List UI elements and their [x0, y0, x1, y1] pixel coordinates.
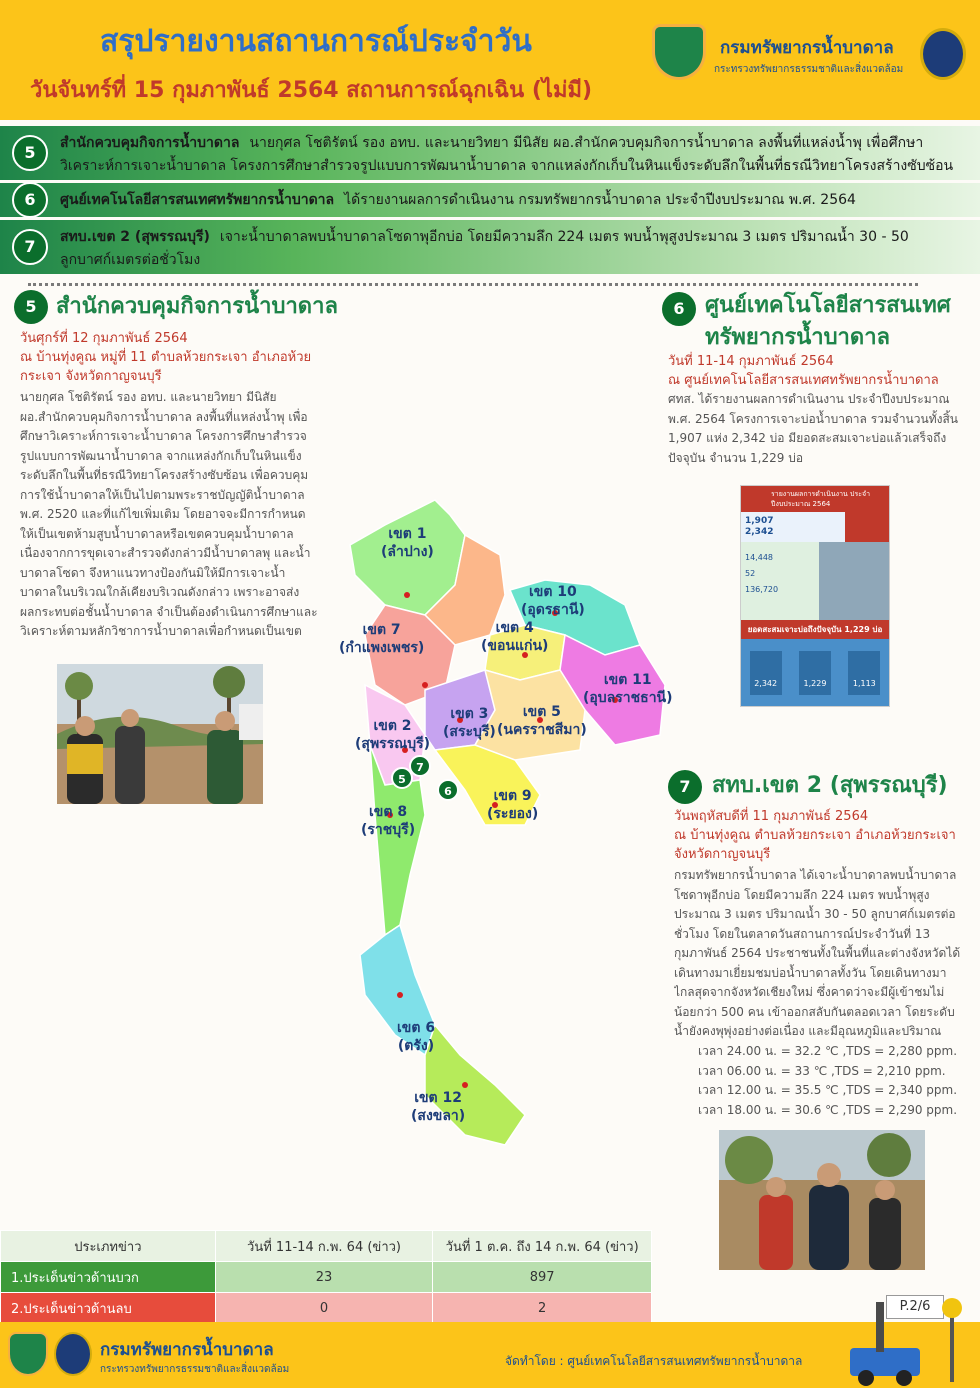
section-7-photo: [719, 1130, 925, 1270]
zone-label-2: เขต 2 (สุพรรณบุรี): [355, 718, 431, 752]
zone-label-11: เขต 11 (อุบลราชธานี): [583, 672, 673, 706]
header-org-name: กรมทรัพยากรน้ำบาดาล: [720, 38, 894, 58]
infographic-title: รายงานผลการดำเนินงาน ประจำปีงบประมาณ 2564: [741, 486, 889, 512]
map-badge-6: 6: [437, 779, 459, 801]
news-stats-table: [0, 1230, 652, 1324]
section-6-location: ณ ศูนย์เทคโนโลยีสารสนเทศทรัพยากรน้ำบาดาล: [668, 373, 939, 388]
section-6-badge: 6: [662, 292, 696, 326]
footer-ministry-emblem-icon: [54, 1332, 92, 1376]
section-6-title-line2: ทรัพยากรน้ำบาดาล: [705, 325, 891, 350]
field-visit-photo: [57, 664, 263, 804]
infographic-value-2: 52: [745, 569, 756, 578]
summary-text: ได้รายงานผลการดำเนินงาน กรมทรัพยากรน้ำบาดาล ประจำปีงบประมาณ พ.ศ. 2564: [344, 192, 856, 208]
infographic-wells: 2,342: [745, 527, 774, 537]
map-badge-5: 5: [391, 767, 413, 789]
zone-label-3: เขต 3 (สระบุรี): [443, 706, 496, 740]
section-7-body: กรมทรัพยากรน้ำบาดาล ได้เจาะน้ำบาดาลพบน้ำบาดาลโซดาพุอีกบ่อ โดยมีความลึก 224 เมตร พบน้ำพุสูงประมาณ 3 เมตร ปริมาณน้ำ 30 - 50 ลูกบาศก์เมตรต่อชั่วโมง โดยในตลาดวันสถานการณ์ประจำวันที่ 13 กุมภาพันธ์ 2564 ประชาชนทั้งในพื้นที่และต่างจังหวัดได้เดินทางมาเยี่ยมชมบ่อน้ำบาดาลทั้งวัน โดยเดินทางมาไกลสุดจากจังหวัดเชียงใหม่ ซึ่งคาดว่าจะมีผู้เข้าชมไม่น้อยกว่า 500 คน เข้าออกสลับกันตลอดเวลา โดยระดับน้ำยังคงพุพุ่งอย่างต่อเนื่อง และมีอุณหภูมิและปริมาณ: [674, 868, 961, 1038]
section-6-date: วันที่ 11-14 กุมภาพันธ์ 2564: [668, 354, 834, 369]
section-5-body: นายกุศล โชติรัตน์ รอง อทบ. และนายวิทยา มีนิสัย ผอ.สำนักควบคุมกิจการน้ำบาดาล ลงพื้นที่แหล่งน้ำพุ เพื่อศึกษาวิเคราะห์การเจาะน้ำบาดาล โครงการศึกษาสำรวจรูปแบบการพัฒนาน้ำบาดาล จากแหล่งกักเก็บในหินแข็งระดับลึกในพื้นที่ธรณีวิทยาโครงสร้างซับซ้อน เพื่อควบคุมการใช้น้ำบาดาลให้เป็นไปตามพระราชบัญญัติน้ำบาดาล พ.ศ. 2520 และที่แก้ไขเพิ่มเติม โดยอาจจะมีการกำหนดให้เป็นเขตห้ามสูบน้ำบาดาลหรือเขตควบคุมน้ำบาดาล เนื่องจากการขุดเจาะสำรวจดังกล่าวมีน้ำบาดาลพุ และน้ำบาดาลโซดา จึงหาแนวทางป้องกันมิให้มีการเจาะน้ำบาดาลในบริเวณใกล้เคียงบริเวณดังกล่าว เพราะอาจส่งผลกระทบต่อชั้นน้ำบาดาล จำเป็นต้องดำเนินการศึกษาและวิเคราะห์ตามหลักวิชาการน้ำบาดาลเพื่อกำหนดเป็นเขต: [20, 390, 318, 638]
summary-number-badge: 6: [12, 182, 48, 218]
summary-title: สทบ.เขต 2 (สุพรรณบุรี): [60, 229, 210, 245]
infographic-projects: 1,907: [745, 516, 774, 526]
infographic-box-2: 1,229: [799, 651, 831, 695]
table-header: ประเภทข่าว: [1, 1231, 216, 1262]
summary-item-7: [0, 220, 980, 274]
map-zone-12: [425, 1025, 525, 1145]
summary-text: นายกุศล โชติรัตน์ รอง อทบ. และนายวิทยา มีนิสัย ผอ.สำนักควบคุมกิจการน้ำบาดาล ลงพื้นที่แหล่งน้ำพุ เพื่อศึกษาวิเคราะห์การเจาะน้ำบาดาล โครงการศึกษาสำรวจรูปแบบการพัฒนาน้ำบาดาล จากแหล่งกักเก็บในหินแข็งระดับลึกในพื้นที่ธรณีวิทยาโครงสร้างซับซ้อน: [60, 135, 954, 174]
zone-label-7: เขต 7 (กำแพงเพชร): [339, 622, 425, 656]
ministry-emblem-icon: [920, 28, 966, 80]
section-6-title-line1: ศูนย์เทคโนโลยีสารสนเทศ: [705, 293, 951, 318]
zone-label-9: เขต 9 (ระยอง): [487, 788, 539, 822]
infographic-total: ยอดสะสมเจาะบ่อถึงปัจจุบัน 1,229 บ่อ: [741, 620, 889, 639]
row-value: 897: [433, 1262, 652, 1293]
row-value: 0: [215, 1293, 433, 1324]
table-header: วันที่ 11-14 ก.พ. 64 (ข่าว): [215, 1231, 433, 1262]
section-5-badge: 5: [14, 290, 48, 324]
infographic-photo: [819, 542, 889, 620]
section-5-date: วันศุกร์ที่ 12 กุมภาพันธ์ 2564: [20, 331, 188, 346]
department-emblem-icon: [652, 24, 706, 80]
section-6-infographic: [740, 485, 890, 707]
zone-label-4: เขต 4 (ขอนแก่น): [481, 620, 549, 654]
reading-item: เวลา 24.00 น. = 32.2 ℃ ,TDS = 2,280 ppm.: [698, 1044, 958, 1058]
reading-item: เวลา 06.00 น. = 33 ℃ ,TDS = 2,210 ppm.: [698, 1063, 946, 1078]
map-marker: [404, 592, 410, 598]
section-5-title: สำนักควบคุมกิจการน้ำบาดาล: [56, 294, 338, 319]
section-5-location: ณ บ้านทุ่งคูณ หมู่ที่ 11 ตำบลห้วยกระเจา อำเภอห้วยกระเจา จังหวัดกาญจนบุรี: [20, 350, 312, 384]
footer-org-name: กรมทรัพยากรน้ำบาดาล: [100, 1340, 274, 1360]
drilling-truck-icon: [846, 1292, 976, 1388]
summary-item-5: [0, 126, 980, 180]
date-status-line: วันจันทร์ที่ 15 กุมภาพันธ์ 2564 สถานการณ์ฉุกเฉิน (ไม่มี): [30, 78, 592, 103]
row-value: 2: [433, 1293, 652, 1324]
row-value: 23: [215, 1262, 433, 1293]
zone-label-6: เขต 6 (ตรัง): [397, 1020, 436, 1054]
header: [0, 0, 980, 120]
row-label: 2.ประเด็นข่าวด้านลบ: [1, 1293, 216, 1324]
zone-label-10: เขต 10 (อุดรธานี): [521, 584, 585, 618]
zone-label-12: เขต 12 (สงขลา): [411, 1090, 466, 1124]
divider: [28, 283, 918, 286]
table-header: วันที่ 1 ต.ค. ถึง 14 ก.พ. 64 (ข่าว): [433, 1231, 652, 1262]
header-ministry-name: กระทรวงทรัพยากรธรรมชาติและสิ่งแวดล้อม: [714, 64, 904, 75]
section-6-body: ศทส. ได้รายงานผลการดำเนินงาน ประจำปีงบประมาณ พ.ศ. 2564 โครงการเจาะบ่อน้ำบาดาล รวมจำนวนทั้งสิ้น 1,907 แห่ง 2,342 บ่อ มียอดสะสมเจาะบ่อแล้วเสร็จถึงปัจจุบัน จำนวน 1,229 บ่อ: [668, 392, 958, 465]
summary-text: เจาะน้ำบาดาลพบน้ำบาดาลโซดาพุอีกบ่อ โดยมีความลึก 224 เมตร พบน้ำพุสูงประมาณ 3 เมตร ปริมาณน้ำ 30 - 50 ลูกบาศก์เมตรต่อชั่วโมง: [60, 229, 909, 268]
section-7-badge: 7: [668, 770, 702, 804]
section-7-title: สทบ.เขต 2 (สุพรรณบุรี): [712, 773, 948, 798]
footer-credit: จัดทำโดย : ศูนย์เทคโนโลยีสารสนเทศทรัพยากรน้ำบาดาล: [505, 1354, 803, 1368]
footer: [0, 1322, 980, 1388]
footer-department-emblem-icon: [8, 1332, 48, 1376]
section-5-photo: [57, 664, 263, 804]
infographic-box-3: 1,113: [848, 651, 880, 695]
map-marker: [462, 1082, 468, 1088]
reading-item: เวลา 18.00 น. = 30.6 ℃ ,TDS = 2,290 ppm.: [698, 1102, 958, 1117]
section-7-location: ณ บ้านทุ่งคูณ ตำบลห้วยกระเจา อำเภอห้วยกระเจา จังหวัดกาญจนบุรี: [674, 828, 956, 862]
infographic-box-1: 2,342: [750, 651, 782, 695]
summary-number-badge: 7: [12, 229, 48, 265]
page-number: P.2/6: [886, 1295, 944, 1319]
row-label: 1.ประเด็นข่าวด้านบวก: [1, 1262, 216, 1293]
thailand-regional-map: [325, 495, 673, 1155]
section-7-date: วันพฤหัสบดีที่ 11 กุมภาพันธ์ 2564: [674, 809, 869, 824]
table-row: [1, 1262, 652, 1293]
table-row: [1, 1293, 652, 1324]
map-marker: [422, 682, 428, 688]
summary-number-badge: 5: [12, 135, 48, 171]
section-7-readings: [698, 1042, 968, 1120]
summary-title: สำนักควบคุมกิจการน้ำบาดาล: [60, 135, 240, 151]
reading-item: เวลา 12.00 น. = 35.5 ℃ ,TDS = 2,340 ppm.: [698, 1083, 958, 1097]
zone-label-5: เขต 5 (นครราชสีมา): [497, 704, 587, 738]
map-marker: [397, 992, 403, 998]
zone-label-1: เขต 1 (ลำปาง): [381, 526, 434, 560]
page-title: สรุปรายงานสถานการณ์ประจำวัน: [100, 24, 532, 59]
infographic-value-3: 136,720: [745, 585, 779, 594]
summary-title: ศูนย์เทคโนโลยีสารสนเทศทรัพยากรน้ำบาดาล: [60, 192, 335, 208]
summary-item-6: [0, 183, 980, 217]
map-badge-7: 7: [409, 755, 431, 777]
zone-label-8: เขต 8 (ราชบุรี): [361, 804, 416, 838]
infographic-value-1: 14,448: [745, 553, 773, 562]
footer-ministry-name: กระทรวงทรัพยากรธรรมชาติและสิ่งแวดล้อม: [100, 1364, 290, 1375]
site-visit-photo: [719, 1130, 925, 1270]
